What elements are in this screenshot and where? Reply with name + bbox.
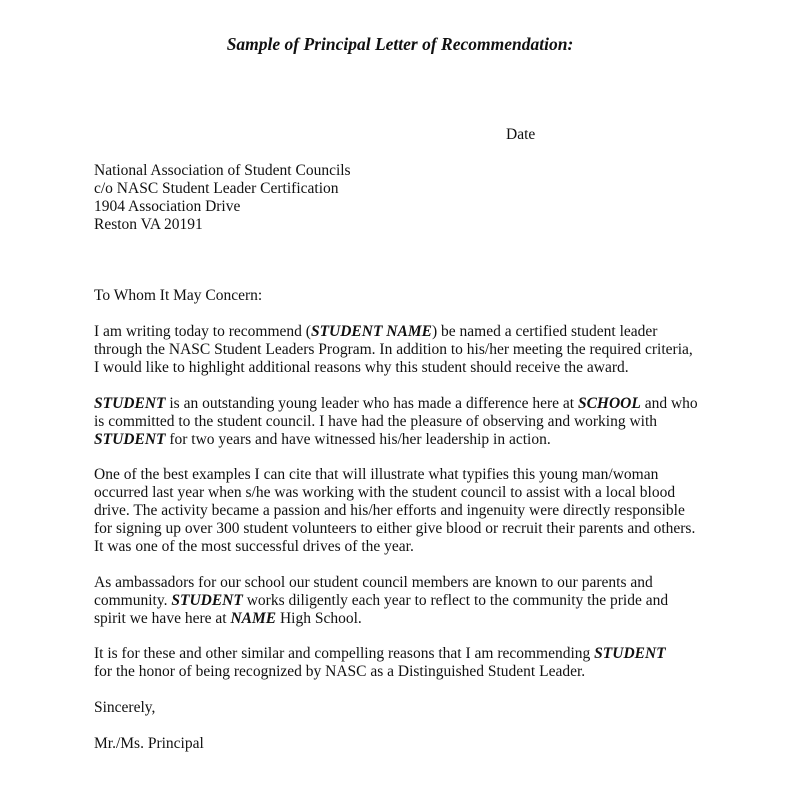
address-line-street: 1904 Association Drive (94, 198, 241, 215)
paragraph-line: drive. The activity became a passion and his/her efforts and ingenuity were directly responsible (94, 502, 685, 519)
paragraph-line: through the NASC Student Leaders Program. In addition to his/her meeting the required criteria, (94, 341, 693, 358)
paragraph-line: I would like to highlight additional reasons why this student should receive the award. (94, 359, 629, 376)
address-line-organization: National Association of Student Councils (94, 162, 351, 179)
paragraph-line: It was one of the most successful drives of the year. (94, 538, 414, 555)
placeholder-student: STUDENT (94, 394, 166, 412)
letter-body (94, 287, 734, 753)
salutation: To Whom It May Concern: (94, 287, 263, 304)
placeholder-student: STUDENT (171, 591, 243, 609)
recipient-address (94, 162, 351, 234)
paragraph-line: One of the best examples I can cite that will illustrate what typifies this young man/woman (94, 466, 659, 483)
address-line-city: Reston VA 20191 (94, 216, 203, 233)
placeholder-student: STUDENT (594, 645, 666, 662)
placeholder-student-name: STUDENT NAME (310, 323, 432, 340)
signature: Mr./Ms. Principal (94, 734, 204, 752)
date-placeholder: Date (506, 126, 536, 143)
paragraph-line: is committed to the student council. I have had the pleasure of observing and working with (94, 412, 658, 430)
paragraph-line: STUDENT for two years and have witnessed his/her leadership in action. (94, 430, 551, 448)
paragraph-line: I am writing today to recommend (STUDENT NAME) be named a certified student leader (94, 323, 658, 340)
paragraph-line: STUDENT is an outstanding young leader who has made a difference here at SCHOOL and who (94, 394, 698, 412)
paragraph-line: It is for these and other similar and compelling reasons that I am recommending STUDENT (94, 645, 666, 662)
paragraph-example (94, 466, 734, 556)
paragraph-ambassadors (94, 574, 734, 628)
placeholder-school-name: NAME (230, 609, 277, 627)
placeholder-student: STUDENT (94, 430, 166, 448)
paragraph-line: As ambassadors for our school our student council members are known to our parents and (94, 573, 653, 591)
paragraph-leadership (94, 395, 734, 449)
page-title: Sample of Principal Letter of Recommendation: (226, 34, 574, 54)
paragraph-conclusion (94, 645, 734, 681)
paragraph-line: for the honor of being recognized by NASC as a Distinguished Student Leader. (94, 663, 586, 680)
paragraph-line: for signing up over 300 student volunteers to either give blood or recruit their parents and others. (94, 520, 696, 537)
placeholder-school: SCHOOL (577, 394, 641, 412)
paragraph-line: occurred last year when s/he was working with the student council to assist with a local blood (94, 484, 676, 501)
paragraph-line: spirit we have here at NAME High School. (94, 609, 362, 627)
address-line-attention: c/o NASC Student Leader Certification (94, 180, 339, 197)
paragraph-line: community. STUDENT works diligently each year to reflect to the community the pride and (94, 591, 669, 609)
paragraph-introduction (94, 323, 734, 377)
closing: Sincerely, (94, 698, 156, 716)
